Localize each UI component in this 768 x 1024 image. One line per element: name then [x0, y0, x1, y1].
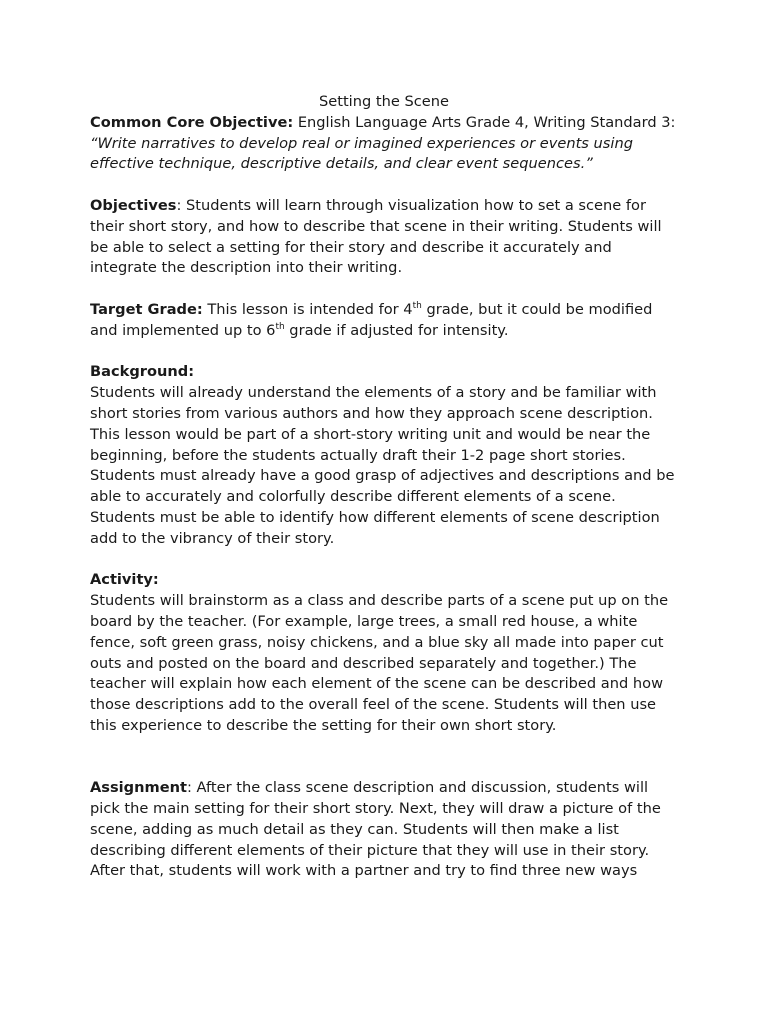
assignment-text: : After the class scene description and discussion, students will pick the main setting for their short story. Next, they will draw a picture of the scene, adding as much detail as they can. Students will then make a list describing different elements of their picture that they will use in their story. After that, students will work with a partner and try to find three new ways [90, 779, 661, 880]
common-core-quote: “Write narratives to develop real or imagined experiences or events using effective technique, descriptive details, and clear event sequences.” [90, 134, 633, 173]
activity-text: Students will brainstorm as a class and describe parts of a scene put up on the board by the teacher. (For example, large trees, a small red house, a white fence, soft green grass, noisy chickens, and a blue sky all made into paper cut outs and posted on the board and described separately and together.) The teacher will explain how each element of the scene can be described and how those descriptions add to the overall feel of the scene. Students will then use this experience to describe the setting for their own short story. [90, 592, 669, 734]
objectives-label: Objectives [90, 196, 177, 214]
target-grade-sup-2: th [275, 321, 285, 332]
objectives-text: : Students will learn through visualization how to set a scene for their short story, and how to describe that scene in their writing. Students will be able to select a setting for their story and describe it accurately and integrate the description into their writing. [90, 196, 662, 277]
spacer [90, 737, 678, 779]
spacer [90, 342, 678, 363]
spacer [90, 279, 678, 300]
spacer [90, 175, 678, 196]
activity-heading [90, 570, 678, 591]
document-title: Setting the Scene [319, 93, 449, 110]
background-label: Background: [90, 363, 195, 381]
background-text: Students will already understand the elements of a story and be familiar with short stories from various authors and how they approach scene description. This lesson would be part of a short-story writing unit and would be near the beginning, before the students actually draft their 1-2 page short stories. Students must already have a good grasp of adjectives and descriptions and be able to accurately and colorfully describe different elements of a scene. Students must be able to identify how different elements of scene description add to the vibrancy of their story. [90, 384, 675, 547]
common-core-label: Common Core Objective: [90, 113, 294, 131]
activity-label: Activity: [90, 571, 159, 589]
target-grade-paragraph [90, 300, 678, 342]
target-grade-text-2: grade, but it could be modified and implemented up to 6 [90, 300, 653, 339]
common-core-paragraph [90, 113, 678, 134]
target-grade-label: Target Grade: [90, 300, 203, 318]
target-grade-sup-1: th [412, 300, 422, 311]
target-grade-text-1: This lesson is intended for 4 [202, 300, 413, 318]
common-core-text: English Language Arts Grade 4, Writing Standard 3: [293, 113, 676, 131]
target-grade-text-3: grade if adjusted for intensity. [284, 321, 509, 339]
assignment-paragraph [90, 778, 678, 882]
background-heading [90, 362, 678, 383]
objectives-paragraph [90, 196, 678, 279]
assignment-label: Assignment [90, 779, 187, 797]
spacer [90, 550, 678, 571]
